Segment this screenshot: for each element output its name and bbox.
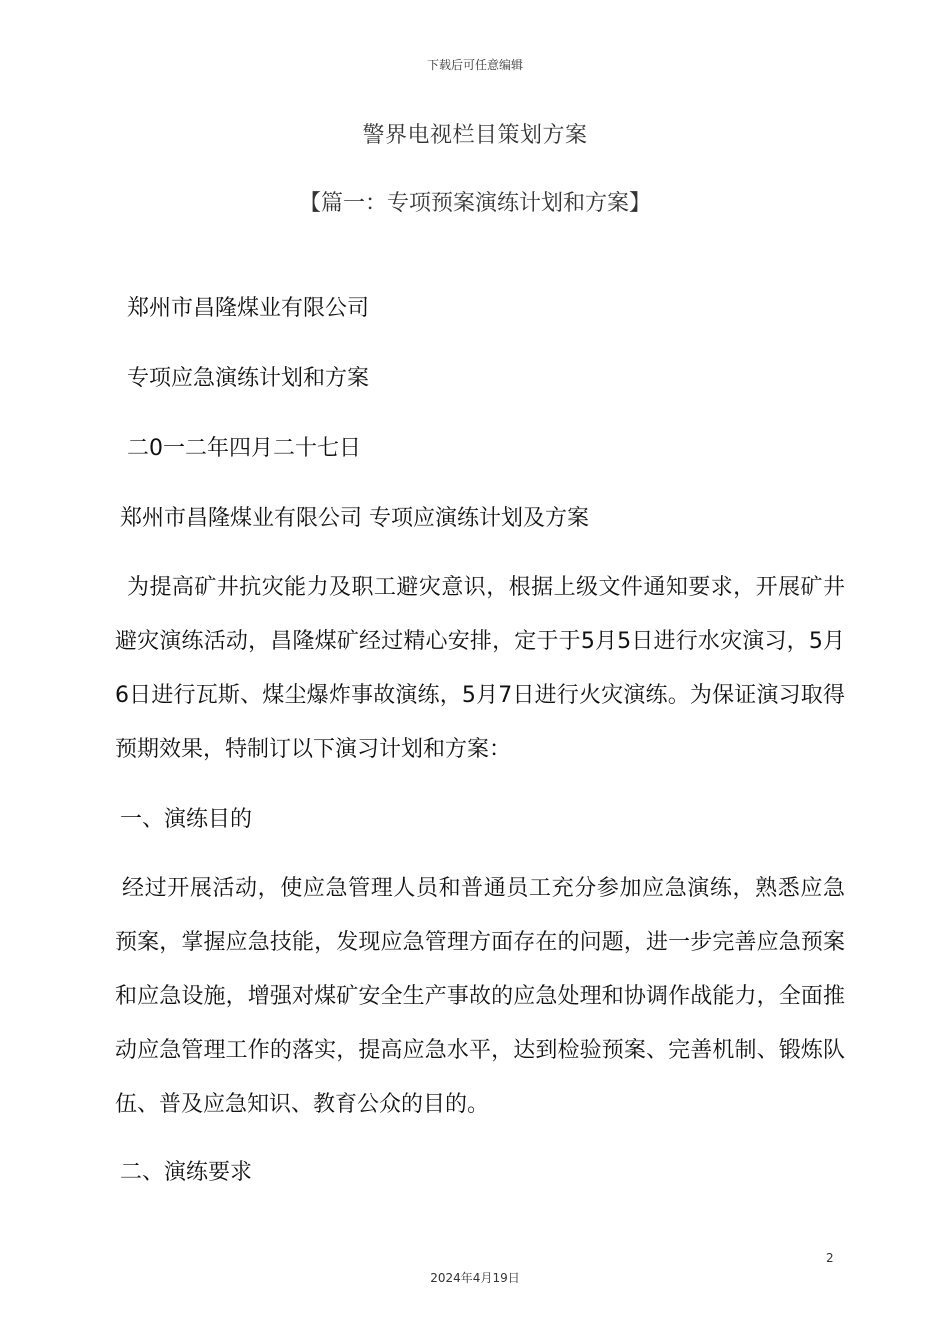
document-subtitle: 【篇一：专项预案演练计划和方案】 (298, 191, 651, 216)
date-line: 二0一二年四月二十七日 (127, 436, 361, 461)
company-line: 郑州市昌隆煤业有限公司 (127, 296, 370, 321)
document-title: 警界电视栏目策划方案 (362, 123, 588, 148)
heading-line: 郑州市昌隆煤业有限公司 专项应演练计划及方案 (120, 506, 589, 531)
section2-heading: 二、演练要求 (120, 1160, 253, 1185)
footer-date: 2024年4月19日 (430, 1271, 520, 1285)
section1-heading: 一、演练目的 (120, 807, 253, 832)
intro-paragraph: 为提高矿井抗灾能力及职工避灾意识，根据上级文件通知要求，开展矿井避灾演练活动，昌隆煤矿经过精心安排，定于于5月5日进行水灾演习，5月6日进行瓦斯、煤尘爆炸事故演练，5月7日进行火灾演练。为保证演习取得预期效果，特制订以下演习计划和方案： (115, 575, 845, 762)
section1-paragraph: 经过开展活动，使应急管理人员和普通员工充分参加应急演练，熟悉应急预案，掌握应急技能，发现应急管理方面存在的问题，进一步完善应急预案和应急设施，增强对煤矿安全生产事故的应急处理和协调作战能力，全面推动应急管理工作的落实，提高应急水平，达到检验预案、完善机制、锻炼队伍、普及应急知识、教育公众的目的。 (115, 876, 845, 1117)
page-number: 2 (826, 1251, 834, 1265)
header-note: 下载后可任意编辑 (426, 58, 523, 72)
plan-line: 专项应急演练计划和方案 (127, 366, 370, 391)
